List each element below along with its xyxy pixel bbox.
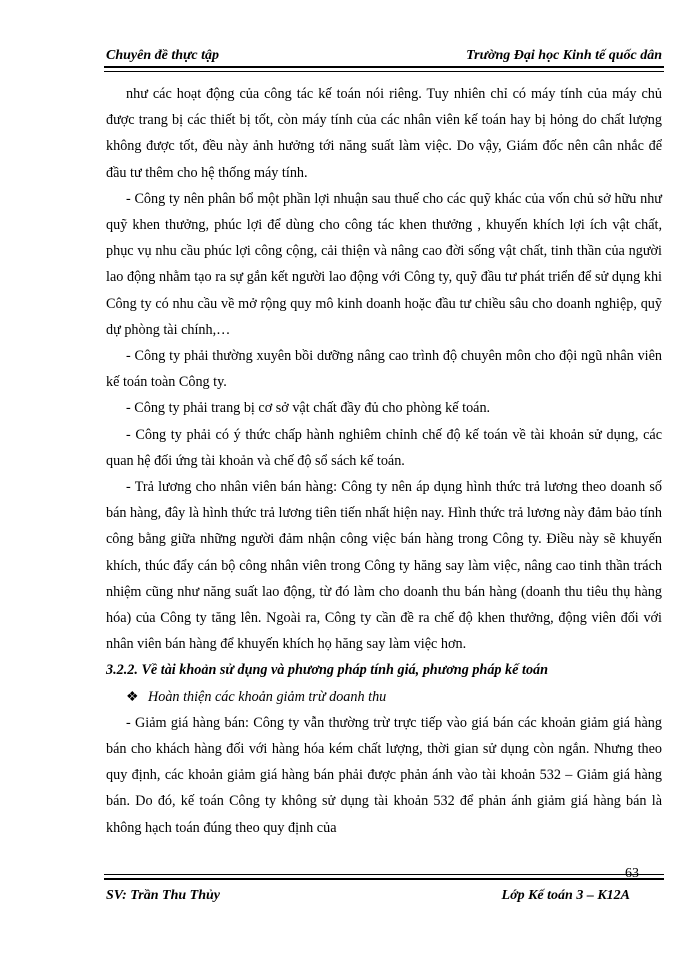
bullet-item	[106, 684, 662, 710]
section-heading: 3.2.2. Về tài khoản sử dụng và phương pháp tính giá, phương pháp kế toán	[106, 662, 549, 679]
footer-rule-thin	[104, 874, 664, 875]
paragraph-3: - Công ty phải thường xuyên bồi dưỡng nâng cao trình độ chuyên môn cho đội ngũ nhân viên kế toán toàn Công ty.	[106, 348, 662, 391]
paragraph-1: như các hoạt động của công tác kế toán nói riêng. Tuy nhiên chỉ có máy tính của máy chủ được trang bị các thiết bị tốt, còn máy tính của các nhân viên kế toán hay bị hỏng do chất lượng không được tốt, đều này ảnh hưởng tới năng suất làm việc. Do vậy, Giám đốc nên cân nhắc để đầu tư thêm cho hệ thống máy tính.	[106, 86, 662, 181]
header-left-text: Chuyên đề thực tập	[106, 48, 220, 63]
header-right-text: Trường Đại học Kinh tế quốc dân	[466, 48, 662, 63]
paragraph-6: - Trả lương cho nhân viên bán hàng: Công ty nên áp dụng hình thức trả lương theo doanh số bán hàng, đây là hình thức trả lương tiên tiến nhất hiện nay. Hình thức trả lương này đảm bảo tính công bằng giữa những người đảm nhận công việc bán hàng trong Công ty. Điều này sẽ khuyến khích, thúc đẩy cán bộ công nhân viên trong Công ty hăng say làm việc, nâng cao tinh thần trách nhiệm cũng như năng suất lao động, từ đó làm cho doanh thu bán hàng (doanh thu tiêu thụ hàng hóa) của Công ty tăng lên. Ngoài ra, Công ty cần đề ra chế độ khen thưởng, động viên đối với nhân viên bán hàng để khuyến khích họ hăng say làm việc hơn.	[106, 479, 662, 653]
paragraph-2: - Công ty nên phân bổ một phần lợi nhuận sau thuế cho các quỹ khác của vốn chủ sở hữu như quỹ khen thưởng, phúc lợi để dùng cho công tác khen thưởng , khuyến khích lợi ích vật chất, phục vụ nhu cầu phúc lợi công cộng, cải thiện và nâng cao đời sống vật chất, tinh thần của người lao động nhằm tạo ra sự gắn kết người lao động với Công ty, quỹ đầu tư phát triển để sử dụng khi Công ty có nhu cầu về mở rộng quy mô kinh doanh hoặc đầu tư chiều sâu cho doanh nghiệp, quỹ dự phòng tài chính,…	[106, 190, 662, 338]
document-body	[106, 81, 662, 841]
header-rule-thick	[104, 66, 664, 68]
page-number: 63	[625, 866, 639, 881]
header-rule-thin	[104, 71, 664, 72]
footer-left-text: SV: Trần Thu Thủy	[106, 888, 220, 903]
diamond-bullet-icon: ❖	[126, 688, 139, 705]
paragraph-5: - Công ty phải có ý thức chấp hành nghiêm chỉnh chế độ kế toán về tài khoản sử dụng, các quan hệ đối ứng tài khoản và chế độ sổ sách kế toán.	[106, 426, 662, 469]
paragraph-4: - Công ty phải trang bị cơ sở vật chất đầy đủ cho phòng kế toán.	[126, 400, 491, 417]
bullet-text: Hoàn thiện các khoản giảm trừ doanh thu	[148, 688, 387, 705]
footer-rule-thick	[104, 878, 664, 880]
page-header	[104, 46, 664, 66]
footer-right-text: Lớp Kế toán 3 – K12A	[501, 888, 630, 903]
paragraph-7: - Giảm giá hàng bán: Công ty vẫn thường trừ trực tiếp vào giá bán các khoản giảm giá hàng bán cho khách hàng đối với hàng hóa kém chất lượng, thời gian sử dụng còn ngắn. Nhưng theo quy định, các khoản giảm giá hàng bán phải được phản ánh vào tài khoản 532 – Giảm giá hàng bán. Do đó, kế toán Công ty không sử dụng tài khoản 532 để phản ánh giảm giá hàng bán là không hạch toán đúng theo quy định của	[106, 714, 662, 836]
